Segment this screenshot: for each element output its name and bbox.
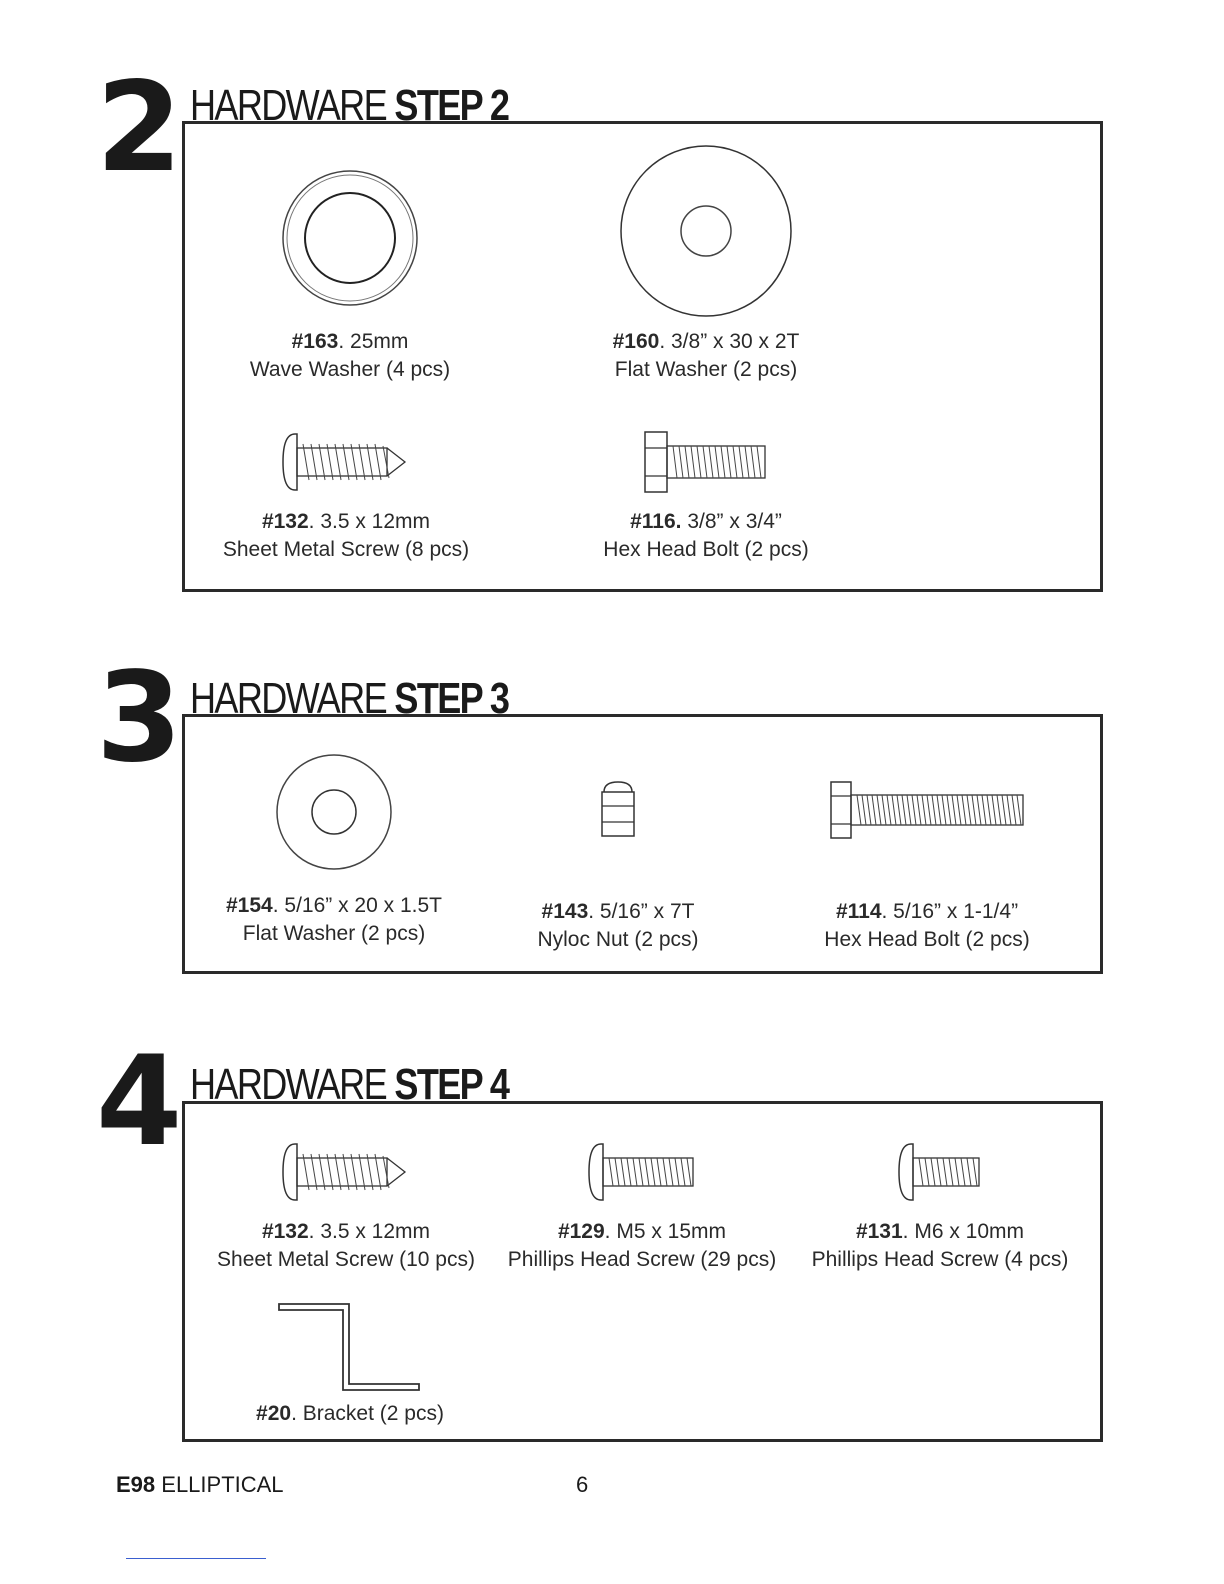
part-number: #160: [612, 330, 660, 353]
part-description: Phillips Head Screw (4 pcs): [811, 1248, 1069, 1271]
part-spec: . 25mm: [338, 330, 409, 353]
part-description: Phillips Head Screw (29 pcs): [507, 1248, 777, 1271]
part-number: #129: [557, 1220, 605, 1243]
part-132-sheet-metal-screw: [186, 1138, 506, 1274]
part-spec: . 3.5 x 12mm: [308, 510, 431, 533]
part-spec: . 3.5 x 12mm: [308, 1220, 431, 1243]
part-description: Wave Washer (4 pcs): [249, 358, 451, 381]
part-160-flat-washer: [546, 144, 866, 384]
model-number: E98: [116, 1472, 156, 1497]
part-number: #163: [291, 330, 339, 353]
flat-washer-icon: [274, 752, 394, 872]
part-spec: . 5/16” x 1-1/4”: [881, 900, 1019, 923]
step-2-number: 2: [96, 56, 183, 200]
part-114-hex-head-bolt: [767, 778, 1087, 954]
part-description: Flat Washer (2 pcs): [614, 358, 798, 381]
part-spec: . 5/16” x 20 x 1.5T: [272, 894, 442, 917]
footer-divider: [126, 1558, 266, 1559]
part-132-sheet-metal-screw: [186, 428, 506, 564]
part-number: #143: [541, 900, 589, 923]
part-116-hex-head-bolt: [546, 428, 866, 564]
footer-model-name: [116, 1472, 284, 1498]
part-spec: . 3/8” x 30 x 2T: [659, 330, 800, 353]
hex-head-bolt-icon: [641, 428, 771, 496]
step-title-light: HARDWARE: [190, 1060, 387, 1109]
part-129-phillips-head-screw: [482, 1138, 802, 1274]
part-number: #154: [226, 894, 273, 917]
part-description: Hex Head Bolt (2 pcs): [603, 538, 809, 561]
part-description: Nyloc Nut (2 pcs): [537, 928, 699, 951]
part-163-wave-washer: [190, 168, 510, 384]
wave-washer-icon: [280, 168, 420, 308]
part-spec: 3/8” x 3/4”: [681, 510, 782, 533]
step-title-bold: STEP 3: [394, 674, 509, 723]
part-154-flat-washer: [174, 752, 494, 948]
part-number: #20: [256, 1402, 292, 1425]
part-number: #131: [855, 1220, 903, 1243]
nyloc-nut-icon: [598, 778, 638, 840]
part-description: Sheet Metal Screw (10 pcs): [217, 1248, 475, 1271]
model-label: ELLIPTICAL: [155, 1472, 284, 1497]
sheet-metal-screw-icon: [281, 428, 411, 496]
page-number: 6: [576, 1472, 589, 1497]
phillips-head-screw-icon: [587, 1138, 697, 1206]
part-spec: . M6 x 10mm: [902, 1220, 1025, 1243]
part-description: Flat Washer (2 pcs): [242, 922, 426, 945]
part-number: #132: [261, 1220, 309, 1243]
part-number: #116.: [630, 510, 682, 533]
bracket-icon: [275, 1300, 425, 1394]
part-description: Hex Head Bolt (2 pcs): [824, 928, 1030, 951]
phillips-head-screw-icon: [897, 1138, 983, 1206]
part-143-nyloc-nut: [458, 778, 778, 954]
step-3-number: 3: [96, 646, 183, 790]
part-number: #132: [261, 510, 309, 533]
part-spec: . 5/16” x 7T: [588, 900, 695, 923]
hex-head-bolt-icon: [827, 778, 1027, 842]
sheet-metal-screw-icon: [281, 1138, 411, 1206]
part-description: Sheet Metal Screw (8 pcs): [222, 538, 470, 561]
part-spec: . M5 x 15mm: [604, 1220, 727, 1243]
step-title-bold: STEP 4: [394, 1060, 509, 1109]
flat-washer-icon: [619, 144, 793, 318]
step-4-number: 4: [96, 1030, 183, 1174]
part-20-bracket: [190, 1300, 510, 1428]
part-spec: . Bracket (2 pcs): [291, 1402, 444, 1425]
step-title-light: HARDWARE: [190, 81, 387, 130]
step-title-light: HARDWARE: [190, 674, 387, 723]
part-number: #114: [835, 900, 882, 923]
part-131-phillips-head-screw: [780, 1138, 1100, 1274]
step-title-bold: STEP 2: [394, 81, 509, 130]
